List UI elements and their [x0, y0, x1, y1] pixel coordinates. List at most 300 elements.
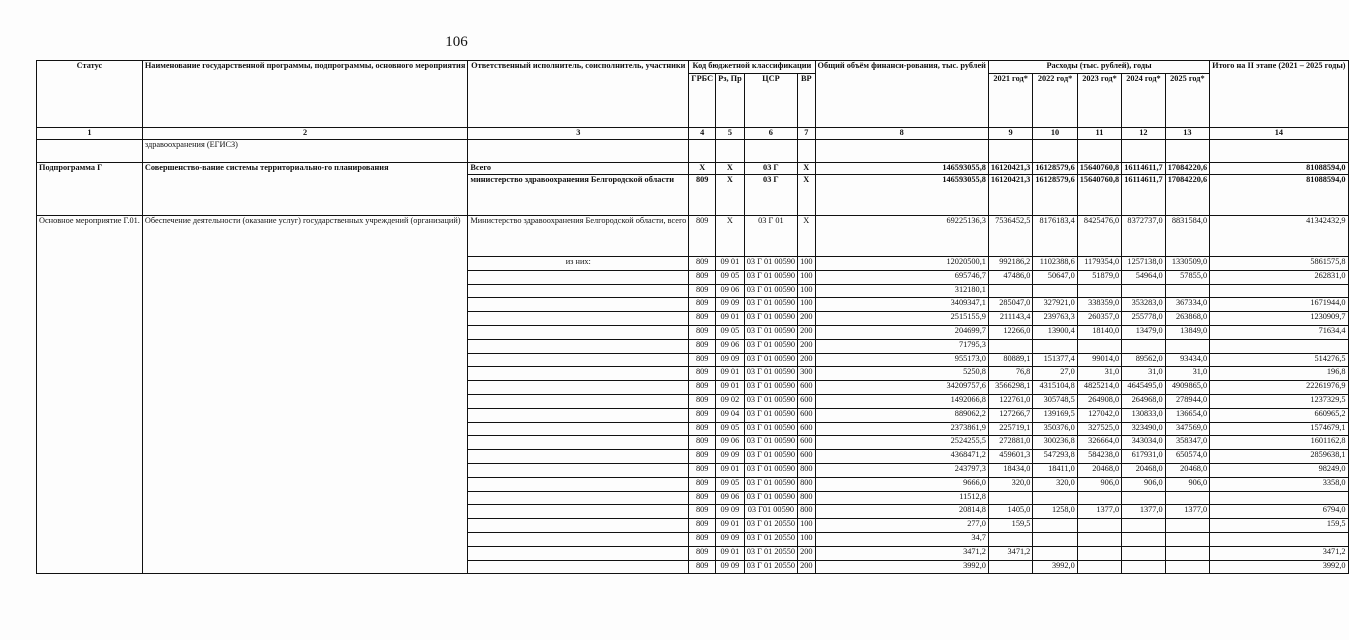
- table-cell: 255778,0: [1122, 312, 1166, 326]
- table-cell: 3471,2: [1210, 546, 1348, 560]
- table-cell: [1077, 339, 1121, 353]
- table-cell: 57855,0: [1165, 270, 1209, 284]
- table-cell: 76,8: [988, 367, 1032, 381]
- table-cell: 03 Г 01 00590: [744, 463, 797, 477]
- table-cell: 03 Г 01 00590: [744, 298, 797, 312]
- table-cell: 80889,1: [988, 353, 1032, 367]
- table-cell: 03 Г 01 00590: [744, 408, 797, 422]
- table-cell: 03 Г 01 00590: [744, 312, 797, 326]
- table-cell: [1165, 519, 1209, 533]
- header-kbk: Код бюджетной классификации: [689, 61, 815, 74]
- subprogram-cell: 16120421,3: [988, 163, 1032, 175]
- table-cell: 514276,5: [1210, 353, 1348, 367]
- column-number: 12: [1122, 128, 1166, 140]
- measure-cell: 03 Г 01: [744, 216, 797, 257]
- subprogram-cell: Х: [716, 163, 745, 175]
- measure-cell: 7536452,5: [988, 216, 1032, 257]
- subprogram-cell: 17084220,6: [1165, 175, 1209, 216]
- table-cell: 200: [798, 546, 815, 560]
- table-cell: [1165, 546, 1209, 560]
- table-cell: 03 Г 01 00590: [744, 353, 797, 367]
- table-cell: 03 Г 01 00590: [744, 284, 797, 298]
- table-cell: 660965,2: [1210, 408, 1348, 422]
- table-cell: 300236,8: [1033, 436, 1077, 450]
- subprogram-cell: 81088594,0: [1210, 175, 1348, 216]
- empty-cell: [468, 367, 689, 381]
- table-cell: 03 Г 01 00590: [744, 450, 797, 464]
- table-cell: [1033, 532, 1077, 546]
- table-cell: 98249,0: [1210, 463, 1348, 477]
- table-cell: [1210, 532, 1348, 546]
- table-cell: 338359,0: [1077, 298, 1121, 312]
- table-cell: 09 05: [716, 477, 745, 491]
- table-cell: 200: [798, 312, 815, 326]
- empty-cell: [468, 381, 689, 395]
- table-cell: 809: [689, 339, 716, 353]
- column-number: 14: [1210, 128, 1348, 140]
- table-cell: 809: [689, 505, 716, 519]
- table-cell: 3471,2: [815, 546, 988, 560]
- empty-cell: [468, 505, 689, 519]
- table-cell: [1122, 532, 1166, 546]
- header-vr: ВР: [798, 74, 815, 128]
- column-number: 2: [142, 128, 467, 140]
- table-cell: 263868,0: [1165, 312, 1209, 326]
- subprogram-cell: 16128579,6: [1033, 175, 1077, 216]
- table-cell: 343034,0: [1122, 436, 1166, 450]
- column-number: 6: [744, 128, 797, 140]
- table-cell: 809: [689, 312, 716, 326]
- table-cell: [1210, 491, 1348, 505]
- table-cell: 71634,4: [1210, 325, 1348, 339]
- table-cell: 358347,0: [1165, 436, 1209, 450]
- table-cell: 312180,1: [815, 284, 988, 298]
- table-cell: 4909865,0: [1165, 381, 1209, 395]
- table-cell: 323490,0: [1122, 422, 1166, 436]
- table-cell: 809: [689, 270, 716, 284]
- table-cell: 31,0: [1077, 367, 1121, 381]
- header-status: Статус: [37, 61, 143, 128]
- table-cell: 09 09: [716, 505, 745, 519]
- table-cell: 09 01: [716, 463, 745, 477]
- table-header: [37, 61, 1349, 128]
- table-cell: 151377,4: [1033, 353, 1077, 367]
- table-cell: [1077, 560, 1121, 574]
- header-2025: 2025 год*: [1165, 74, 1209, 128]
- table-cell: 600: [798, 394, 815, 408]
- table-cell: 03 Г 01 00590: [744, 422, 797, 436]
- table-cell: 03 Г01 00590: [744, 505, 797, 519]
- table-cell: 1258,0: [1033, 505, 1077, 519]
- table-cell: 272881,0: [988, 436, 1032, 450]
- table-cell: 800: [798, 491, 815, 505]
- table-cell: [1122, 339, 1166, 353]
- table-cell: 1179354,0: [1077, 257, 1121, 271]
- table-cell: 1377,0: [1077, 505, 1121, 519]
- table-cell: 347569,0: [1165, 422, 1209, 436]
- table-cell: 204699,7: [815, 325, 988, 339]
- table-cell: [1077, 532, 1121, 546]
- table-cell: 547293,8: [1033, 450, 1077, 464]
- table-cell: 1671944,0: [1210, 298, 1348, 312]
- empty-cell: [468, 298, 689, 312]
- table-cell: 18434,0: [988, 463, 1032, 477]
- table-cell: 4315104,8: [1033, 381, 1077, 395]
- table-cell: [988, 491, 1032, 505]
- table-cell: 03 Г 01 00590: [744, 381, 797, 395]
- table-cell: 600: [798, 450, 815, 464]
- table-cell: 5250,8: [815, 367, 988, 381]
- budget-table: [36, 60, 1349, 574]
- table-cell: [988, 284, 1032, 298]
- table-cell: 22261976,9: [1210, 381, 1348, 395]
- table-cell: 225719,1: [988, 422, 1032, 436]
- table-cell: 243797,3: [815, 463, 988, 477]
- subprogram-name: Совершенство-вание системы территориально-го планирования: [142, 163, 467, 216]
- table-cell: [1122, 546, 1166, 560]
- continuation-row: [37, 140, 1349, 163]
- empty-cell: [468, 560, 689, 574]
- table-cell: 600: [798, 436, 815, 450]
- table-cell: 03 Г 01 00590: [744, 339, 797, 353]
- table-cell: 277,0: [815, 519, 988, 533]
- table-cell: [1122, 519, 1166, 533]
- table-cell: 809: [689, 463, 716, 477]
- table-cell: 196,8: [1210, 367, 1348, 381]
- column-number: 13: [1165, 128, 1209, 140]
- subprogram-cell: 16114611,7: [1122, 163, 1166, 175]
- table-cell: [1165, 491, 1209, 505]
- table-cell: 809: [689, 325, 716, 339]
- table-cell: 100: [798, 257, 815, 271]
- table-cell: 20468,0: [1122, 463, 1166, 477]
- table-cell: 617931,0: [1122, 450, 1166, 464]
- table-cell: 03 Г 01 00590: [744, 367, 797, 381]
- table-cell: 4645495,0: [1122, 381, 1166, 395]
- table-cell: 09 09: [716, 560, 745, 574]
- header-responsible: Ответственный исполнитель, соисполнитель, участники: [468, 61, 689, 128]
- table-cell: 320,0: [988, 477, 1032, 491]
- column-number-row: [37, 128, 1349, 140]
- measure-cell: 69225136,3: [815, 216, 988, 257]
- table-cell: 955173,0: [815, 353, 988, 367]
- column-number: 10: [1033, 128, 1077, 140]
- column-number: 4: [689, 128, 716, 140]
- table-cell: 100: [798, 532, 815, 546]
- table-cell: 13900,4: [1033, 325, 1077, 339]
- table-cell: 31,0: [1122, 367, 1166, 381]
- table-cell: [1165, 284, 1209, 298]
- empty-cell: [468, 491, 689, 505]
- continuation-text: здравоохранения (ЕГИСЗ): [142, 140, 467, 163]
- table-cell: 27,0: [1033, 367, 1077, 381]
- table-cell: 09 06: [716, 284, 745, 298]
- subprogram-cell: 809: [689, 175, 716, 216]
- table-cell: 809: [689, 436, 716, 450]
- subprogram-cell: 146593055,8: [815, 163, 988, 175]
- table-cell: [1165, 339, 1209, 353]
- empty-cell: [468, 325, 689, 339]
- table-cell: 13479,0: [1122, 325, 1166, 339]
- table-cell: 03 Г 01 00590: [744, 270, 797, 284]
- table-cell: 09 04: [716, 408, 745, 422]
- table-cell: 20814,8: [815, 505, 988, 519]
- empty-cell: [468, 546, 689, 560]
- table-cell: 327921,0: [1033, 298, 1077, 312]
- table-cell: 600: [798, 408, 815, 422]
- table-cell: [988, 339, 1032, 353]
- table-cell: 200: [798, 353, 815, 367]
- subprogram-status: Подпрограмма Г: [37, 163, 143, 216]
- table-cell: 211143,4: [988, 312, 1032, 326]
- header-2022: 2022 год*: [1033, 74, 1077, 128]
- table-cell: [1077, 519, 1121, 533]
- table-cell: 1237329,5: [1210, 394, 1348, 408]
- table-cell: 03 Г 01 00590: [744, 257, 797, 271]
- header-total: Общий объём финанси-рования, тыс. рублей: [815, 61, 988, 128]
- empty-cell: [468, 463, 689, 477]
- table-cell: 136654,0: [1165, 408, 1209, 422]
- table-cell: 51879,0: [1077, 270, 1121, 284]
- table-cell: 03 Г 01 00590: [744, 325, 797, 339]
- table-cell: 809: [689, 532, 716, 546]
- table-cell: 09 06: [716, 436, 745, 450]
- table-cell: 809: [689, 298, 716, 312]
- column-number: 1: [37, 128, 143, 140]
- table-cell: 809: [689, 491, 716, 505]
- table-cell: 809: [689, 381, 716, 395]
- table-cell: 20468,0: [1077, 463, 1121, 477]
- table-cell: 20468,0: [1165, 463, 1209, 477]
- table-cell: 03 Г 01 20550: [744, 519, 797, 533]
- table-cell: 159,5: [1210, 519, 1348, 533]
- table-cell: 809: [689, 284, 716, 298]
- measure-cell: Х: [798, 216, 815, 257]
- table-cell: 3409347,1: [815, 298, 988, 312]
- subprogram-cell: министерство здравоохранения Белгородской области: [468, 175, 689, 216]
- table-cell: 99014,0: [1077, 353, 1121, 367]
- table-cell: 93434,0: [1165, 353, 1209, 367]
- table-cell: 09 05: [716, 422, 745, 436]
- table-cell: 31,0: [1165, 367, 1209, 381]
- header-2021: 2021 год*: [988, 74, 1032, 128]
- table-cell: 12266,0: [988, 325, 1032, 339]
- table-cell: 127266,7: [988, 408, 1032, 422]
- table-cell: 326664,0: [1077, 436, 1121, 450]
- table-cell: 34,7: [815, 532, 988, 546]
- table-cell: 327525,0: [1077, 422, 1121, 436]
- table-cell: 09 01: [716, 519, 745, 533]
- table-cell: 09 06: [716, 491, 745, 505]
- header-csr: ЦСР: [744, 74, 797, 128]
- subprogram-cell: Всего: [468, 163, 689, 175]
- table-cell: 4825214,0: [1077, 381, 1121, 395]
- empty-cell: [468, 422, 689, 436]
- empty-cell: [468, 436, 689, 450]
- table-cell: 1257138,0: [1122, 257, 1166, 271]
- empty-cell: [468, 408, 689, 422]
- table-cell: 5861575,8: [1210, 257, 1348, 271]
- table-cell: 353283,0: [1122, 298, 1166, 312]
- table-cell: 100: [798, 298, 815, 312]
- header-itogo: Итого на II этапе (2021 – 2025 годы): [1210, 61, 1348, 128]
- table-cell: 4368471,2: [815, 450, 988, 464]
- table-cell: 03 Г 01 00590: [744, 491, 797, 505]
- empty-cell: [468, 353, 689, 367]
- empty-cell: [468, 284, 689, 298]
- table-cell: 262831,0: [1210, 270, 1348, 284]
- table-cell: 09 01: [716, 312, 745, 326]
- table-cell: 3566298,1: [988, 381, 1032, 395]
- table-cell: 09 01: [716, 546, 745, 560]
- table-cell: 906,0: [1122, 477, 1166, 491]
- table-cell: 239763,3: [1033, 312, 1077, 326]
- empty-cell: [468, 519, 689, 533]
- table-cell: 09 09: [716, 353, 745, 367]
- table-cell: 09 05: [716, 270, 745, 284]
- table-cell: 13849,0: [1165, 325, 1209, 339]
- measure-cell: 41342432,9: [1210, 216, 1348, 257]
- table-cell: 992186,2: [988, 257, 1032, 271]
- table-cell: 906,0: [1165, 477, 1209, 491]
- table-cell: [1165, 532, 1209, 546]
- table-cell: [1033, 284, 1077, 298]
- table-cell: 122761,0: [988, 394, 1032, 408]
- table-cell: 2524255,5: [815, 436, 988, 450]
- table-cell: 3992,0: [1033, 560, 1077, 574]
- table-cell: 809: [689, 450, 716, 464]
- table-cell: 1574679,1: [1210, 422, 1348, 436]
- table-cell: 285047,0: [988, 298, 1032, 312]
- table-cell: 809: [689, 477, 716, 491]
- table-cell: 650574,0: [1165, 450, 1209, 464]
- table-cell: 809: [689, 367, 716, 381]
- table-cell: 1492066,8: [815, 394, 988, 408]
- subprogram-cell: 15640760,8: [1077, 163, 1121, 175]
- table-cell: 809: [689, 422, 716, 436]
- table-cell: 34209757,6: [815, 381, 988, 395]
- table-cell: [1210, 339, 1348, 353]
- table-cell: 18140,0: [1077, 325, 1121, 339]
- empty-cell: [468, 532, 689, 546]
- table-cell: 100: [798, 519, 815, 533]
- table-cell: 367334,0: [1165, 298, 1209, 312]
- subprogram-cell: 16120421,3: [988, 175, 1032, 216]
- table-cell: 584238,0: [1077, 450, 1121, 464]
- table-cell: 3358,0: [1210, 477, 1348, 491]
- empty-cell: [468, 312, 689, 326]
- table-cell: 889062,2: [815, 408, 988, 422]
- column-number: 5: [716, 128, 745, 140]
- table-cell: 200: [798, 325, 815, 339]
- measure-name: Обеспечение деятельности (оказание услуг) государственных учреждений (организаций): [142, 216, 467, 574]
- subprogram-cell: 146593055,8: [815, 175, 988, 216]
- empty-cell: [468, 339, 689, 353]
- table-cell: [1033, 519, 1077, 533]
- empty-cell: [468, 394, 689, 408]
- table-cell: 100: [798, 284, 815, 298]
- table-cell: 139169,5: [1033, 408, 1077, 422]
- table-cell: 320,0: [1033, 477, 1077, 491]
- table-cell: 71795,3: [815, 339, 988, 353]
- table-cell: 200: [798, 339, 815, 353]
- column-number: 11: [1077, 128, 1121, 140]
- table-cell: 809: [689, 353, 716, 367]
- table-cell: 305748,5: [1033, 394, 1077, 408]
- table-cell: 9666,0: [815, 477, 988, 491]
- table-cell: 03 Г 01 20550: [744, 546, 797, 560]
- measure-cell: 8425476,0: [1077, 216, 1121, 257]
- subprogram-cell: Х: [798, 163, 815, 175]
- table-cell: [1033, 339, 1077, 353]
- table-cell: 200: [798, 560, 815, 574]
- header-name: Наименование государственной программы, подпрограммы, основного мероприятия: [142, 61, 467, 128]
- measure-responsible: Министерство здравоохранения Белгородской области, всего: [468, 216, 689, 257]
- column-number: 8: [815, 128, 988, 140]
- table-cell: 1405,0: [988, 505, 1032, 519]
- empty-cell: [468, 450, 689, 464]
- table-cell: 09 02: [716, 394, 745, 408]
- table-cell: 695746,7: [815, 270, 988, 284]
- subprogram-cell: 16114611,7: [1122, 175, 1166, 216]
- table-cell: 130833,0: [1122, 408, 1166, 422]
- subprogram-cell: Х: [798, 175, 815, 216]
- table-cell: 800: [798, 477, 815, 491]
- subprogram-cell: 16128579,6: [1033, 163, 1077, 175]
- table-cell: 809: [689, 257, 716, 271]
- table-cell: 11512,8: [815, 491, 988, 505]
- table-cell: 260357,0: [1077, 312, 1121, 326]
- measure-row: [37, 216, 1349, 257]
- table-cell: 278944,0: [1165, 394, 1209, 408]
- table-cell: [1122, 560, 1166, 574]
- table-cell: 09 09: [716, 298, 745, 312]
- subprogram-cell: 17084220,6: [1165, 163, 1209, 175]
- table-cell: 800: [798, 505, 815, 519]
- header-2024: 2024 год*: [1122, 74, 1166, 128]
- table-cell: 09 09: [716, 450, 745, 464]
- table-cell: [988, 560, 1032, 574]
- table-cell: 3992,0: [1210, 560, 1348, 574]
- table-cell: 09 06: [716, 339, 745, 353]
- table-cell: 1377,0: [1165, 505, 1209, 519]
- table-cell: 1377,0: [1122, 505, 1166, 519]
- table-cell: 03 Г 01 20550: [744, 532, 797, 546]
- column-number: 3: [468, 128, 689, 140]
- table-cell: 100: [798, 270, 815, 284]
- table-cell: 600: [798, 381, 815, 395]
- subprogram-cell: 81088594,0: [1210, 163, 1348, 175]
- subprogram-cell: 15640760,8: [1077, 175, 1121, 216]
- table-body: [37, 128, 1349, 574]
- header-grbs: ГРБС: [689, 74, 716, 128]
- table-cell: 09 01: [716, 257, 745, 271]
- table-cell: 3992,0: [815, 560, 988, 574]
- table-cell: 906,0: [1077, 477, 1121, 491]
- table-cell: 809: [689, 546, 716, 560]
- table-cell: 50647,0: [1033, 270, 1077, 284]
- column-number: 7: [798, 128, 815, 140]
- measure-cell: 8176183,4: [1033, 216, 1077, 257]
- table-cell: [1122, 284, 1166, 298]
- subprogram-row: [37, 163, 1349, 175]
- table-cell: 2373861,9: [815, 422, 988, 436]
- table-cell: 809: [689, 394, 716, 408]
- table-cell: 03 Г 01 00590: [744, 477, 797, 491]
- table-cell: 1230909,7: [1210, 312, 1348, 326]
- table-cell: 03 Г 01 00590: [744, 436, 797, 450]
- subprogram-cell: Х: [716, 175, 745, 216]
